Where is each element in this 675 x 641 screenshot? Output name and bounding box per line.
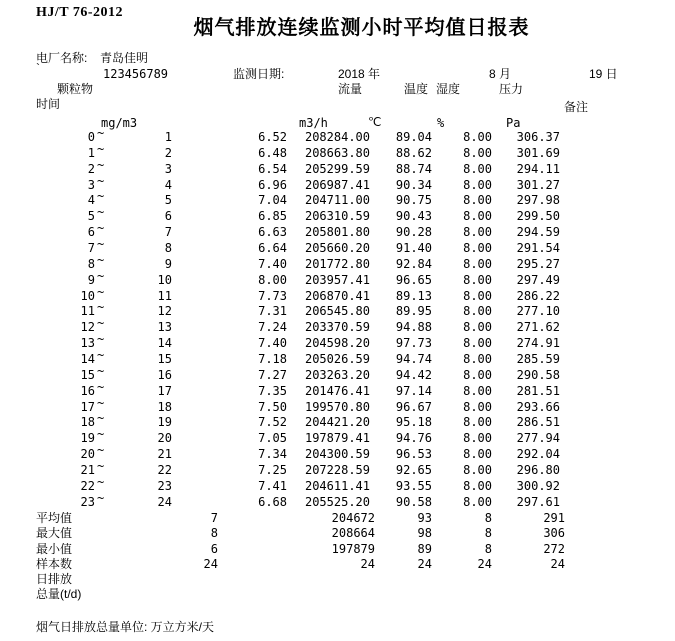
summary-value-cell: 24 [360, 556, 375, 571]
value-cell: 8.00 [463, 431, 492, 446]
summary-row-label: 平均值 [36, 511, 73, 525]
value-cell: 8.00 [463, 399, 492, 414]
value-cell: 206870.41 [304, 288, 370, 303]
value-cell: 88.74 [395, 161, 432, 176]
hour-start-cell: 18 [80, 415, 95, 430]
table-row [0, 490, 675, 512]
value-cell: 96.53 [395, 447, 432, 462]
value-cell: 97.73 [395, 336, 432, 351]
value-cell: 8.00 [463, 288, 492, 303]
value-cell: 8.00 [463, 177, 492, 192]
hour-start-cell: 15 [80, 367, 95, 382]
value-cell: 306.37 [516, 130, 560, 144]
value-cell: 208284.00 [304, 130, 370, 144]
value-cell: 6.52 [258, 130, 287, 144]
value-cell: 8.00 [463, 225, 492, 240]
value-cell: 90.34 [395, 177, 432, 192]
summary-row-label: 最小值 [36, 541, 73, 556]
hour-end-cell: 22 [157, 463, 172, 478]
value-cell: 297.98 [516, 193, 560, 208]
value-cell: 7.18 [258, 352, 287, 367]
summary-rows-body [0, 512, 675, 604]
value-cell: 286.22 [516, 288, 560, 303]
value-cell: 89.13 [395, 288, 432, 303]
tilde-separator: ~ [97, 474, 105, 489]
value-cell: 94.88 [395, 320, 432, 335]
value-cell: 94.74 [395, 352, 432, 367]
value-cell: 8.00 [463, 367, 492, 382]
value-cell: 8.00 [463, 145, 492, 160]
tilde-separator: ~ [97, 284, 105, 299]
value-cell: 8.00 [463, 447, 492, 462]
hour-start-cell: 10 [80, 288, 95, 303]
value-cell: 92.65 [395, 463, 432, 478]
monitor-date-label: 监测日期: [233, 67, 285, 81]
tilde-separator: ~ [97, 332, 105, 347]
value-cell: 205299.59 [304, 161, 370, 176]
value-cell: 7.24 [258, 320, 287, 335]
value-cell: 206987.41 [304, 177, 370, 192]
value-cell: 205660.20 [304, 241, 370, 256]
value-cell: 286.51 [516, 415, 560, 430]
hour-start-cell: 11 [80, 304, 95, 319]
hour-end-cell: 10 [157, 272, 172, 287]
value-cell: 201772.80 [304, 256, 370, 271]
summary-row [0, 527, 675, 542]
tilde-separator: ~ [97, 141, 105, 156]
value-cell: 90.75 [395, 193, 432, 208]
value-cell: 204421.20 [304, 415, 370, 430]
value-cell: 206310.59 [304, 209, 370, 224]
hour-start-cell: 6 [87, 225, 95, 240]
value-cell: 294.11 [516, 161, 560, 176]
plant-code: 123456789 [103, 67, 169, 81]
value-cell: 90.28 [395, 225, 432, 240]
summary-value-cell: 24 [417, 556, 432, 571]
summary-value-cell: 272 [543, 541, 565, 556]
value-cell: 8.00 [463, 241, 492, 256]
tilde-separator: ~ [97, 173, 105, 188]
value-cell: 8.00 [463, 161, 492, 176]
value-cell: 290.58 [516, 367, 560, 382]
summary-value-cell: 208664 [331, 526, 375, 541]
value-cell: 299.50 [516, 209, 560, 224]
value-cell: 8.00 [463, 209, 492, 224]
value-cell: 7.25 [258, 463, 287, 478]
column-header-humidity: 湿度 [436, 82, 461, 96]
value-cell: 6.63 [258, 225, 287, 240]
value-cell: 7.40 [258, 256, 287, 271]
summary-row-label: 最大值 [36, 526, 73, 541]
summary-row [0, 558, 675, 573]
hour-end-cell: 5 [164, 193, 172, 208]
tilde-separator: ~ [97, 395, 105, 410]
hour-end-cell: 3 [164, 161, 172, 176]
value-cell: 293.66 [516, 399, 560, 414]
tilde-separator: ~ [97, 411, 105, 426]
plant-mark: ` [36, 61, 40, 75]
value-cell: 271.62 [516, 320, 560, 335]
tilde-separator: ~ [97, 252, 105, 267]
tilde-separator: ~ [97, 443, 105, 458]
value-cell: 203263.20 [304, 367, 370, 382]
tilde-separator: ~ [97, 237, 105, 252]
value-cell: 6.96 [258, 177, 287, 192]
value-cell: 7.41 [258, 478, 287, 493]
hour-start-cell: 5 [87, 209, 95, 224]
hour-start-cell: 1 [87, 145, 95, 160]
unit-flow: m3/h [299, 116, 328, 130]
summary-value-cell: 93 [417, 511, 432, 525]
hour-end-cell: 1 [164, 130, 172, 144]
value-cell: 201476.41 [304, 383, 370, 398]
value-cell: 96.67 [395, 399, 432, 414]
unit-pressure: Pa [506, 116, 521, 130]
data-rows-body [0, 126, 675, 512]
hour-end-cell: 20 [157, 431, 172, 446]
value-cell: 8.00 [463, 304, 492, 319]
value-cell: 291.54 [516, 241, 560, 256]
hour-end-cell: 24 [157, 494, 172, 509]
value-cell: 205026.59 [304, 352, 370, 367]
value-cell: 203957.41 [304, 272, 370, 287]
value-cell: 8.00 [463, 193, 492, 208]
summary-value-cell: 204672 [331, 511, 375, 525]
value-cell: 7.27 [258, 367, 287, 382]
value-cell: 295.27 [516, 256, 560, 271]
hour-start-cell: 7 [87, 241, 95, 256]
value-cell: 204611.41 [304, 478, 370, 493]
value-cell: 281.51 [516, 383, 560, 398]
report-title: 烟气排放连续监测小时平均值日报表 [193, 17, 530, 39]
value-cell: 8.00 [463, 130, 492, 144]
value-cell: 91.40 [395, 241, 432, 256]
value-cell: 197879.41 [304, 431, 370, 446]
value-cell: 297.61 [516, 494, 560, 509]
value-cell: 8.00 [463, 256, 492, 271]
summary-value-cell: 8 [484, 511, 492, 525]
column-header-flow: 流量 [338, 82, 363, 96]
value-cell: 8.00 [463, 478, 492, 493]
hour-end-cell: 11 [157, 288, 172, 303]
value-cell: 301.27 [516, 177, 560, 192]
value-cell: 94.76 [395, 431, 432, 446]
hour-end-cell: 21 [157, 447, 172, 462]
plant-name-label: 电厂名称: [36, 51, 88, 65]
value-cell: 6.68 [258, 494, 287, 509]
value-cell: 204711.00 [304, 193, 370, 208]
value-cell: 7.04 [258, 193, 287, 208]
monitor-date-year: 2018 年 [338, 67, 381, 81]
hour-start-cell: 12 [80, 320, 95, 335]
hour-start-cell: 0 [87, 130, 95, 144]
summary-value-cell: 197879 [331, 541, 375, 556]
monitor-date-day: 19 日 [589, 67, 618, 81]
hour-end-cell: 17 [157, 383, 172, 398]
hour-start-cell: 21 [80, 463, 95, 478]
hour-start-cell: 14 [80, 352, 95, 367]
monitor-date-month: 8 月 [489, 67, 512, 81]
value-cell: 8.00 [463, 352, 492, 367]
value-cell: 7.52 [258, 415, 287, 430]
tilde-separator: ~ [97, 126, 105, 140]
value-cell: 97.14 [395, 383, 432, 398]
hour-start-cell: 17 [80, 399, 95, 414]
value-cell: 300.92 [516, 478, 560, 493]
tilde-separator: ~ [97, 300, 105, 315]
hour-start-cell: 16 [80, 383, 95, 398]
value-cell: 6.64 [258, 241, 287, 256]
summary-row [0, 543, 675, 558]
value-cell: 8.00 [463, 383, 492, 398]
summary-value-cell: 8 [210, 526, 218, 541]
unit-particulate: mg/m3 [101, 116, 138, 130]
value-cell: 95.18 [395, 415, 432, 430]
value-cell: 277.10 [516, 304, 560, 319]
value-cell: 94.42 [395, 367, 432, 382]
value-cell: 199570.80 [304, 399, 370, 414]
value-cell: 89.95 [395, 304, 432, 319]
value-cell: 204300.59 [304, 447, 370, 462]
hour-start-cell: 3 [87, 177, 95, 192]
summary-row [0, 573, 675, 588]
value-cell: 297.49 [516, 272, 560, 287]
value-cell: 7.73 [258, 288, 287, 303]
value-cell: 208663.80 [304, 145, 370, 160]
value-cell: 203370.59 [304, 320, 370, 335]
value-cell: 205801.80 [304, 225, 370, 240]
value-cell: 90.43 [395, 209, 432, 224]
value-cell: 205525.20 [304, 494, 370, 509]
column-header-particulate: 颗粒物 [57, 82, 94, 96]
summary-value-cell: 98 [417, 526, 432, 541]
value-cell: 92.84 [395, 256, 432, 271]
hour-end-cell: 7 [164, 225, 172, 240]
value-cell: 204598.20 [304, 336, 370, 351]
tilde-separator: ~ [97, 221, 105, 236]
summary-value-cell: 6 [210, 541, 218, 556]
tilde-separator: ~ [97, 459, 105, 474]
value-cell: 88.62 [395, 145, 432, 160]
value-cell: 207228.59 [304, 463, 370, 478]
tilde-separator: ~ [97, 427, 105, 442]
summary-row-label: 总量(t/d) [36, 587, 82, 602]
unit-humidity: % [437, 116, 445, 130]
tilde-separator: ~ [97, 379, 105, 394]
value-cell: 7.34 [258, 447, 287, 462]
value-cell: 6.48 [258, 145, 287, 160]
footer-unit-note: 烟气日排放总量单位: 万立方米/天 [36, 620, 215, 634]
hour-end-cell: 2 [164, 145, 172, 160]
value-cell: 8.00 [463, 320, 492, 335]
value-cell: 8.00 [463, 415, 492, 430]
hour-start-cell: 9 [87, 272, 95, 287]
hour-start-cell: 19 [80, 431, 95, 446]
value-cell: 7.50 [258, 399, 287, 414]
summary-value-cell: 7 [210, 511, 218, 525]
value-cell: 274.91 [516, 336, 560, 351]
hour-start-cell: 13 [80, 336, 95, 351]
summary-value-cell: 8 [484, 526, 492, 541]
value-cell: 89.04 [395, 130, 432, 144]
hour-end-cell: 6 [164, 209, 172, 224]
summary-value-cell: 291 [543, 511, 565, 525]
unit-temperature: ℃ [368, 115, 382, 129]
hour-end-cell: 16 [157, 367, 172, 382]
value-cell: 8.00 [463, 463, 492, 478]
summary-row-label: 日排放 [36, 572, 73, 587]
value-cell: 7.40 [258, 336, 287, 351]
summary-value-cell: 24 [477, 556, 492, 571]
value-cell: 7.05 [258, 431, 287, 446]
column-header-pressure: 压力 [499, 82, 524, 96]
hour-end-cell: 15 [157, 352, 172, 367]
hour-end-cell: 8 [164, 241, 172, 256]
hour-end-cell: 18 [157, 399, 172, 414]
standard-code: HJ/T 76-2012 [36, 5, 124, 20]
value-cell: 6.54 [258, 161, 287, 176]
hour-end-cell: 4 [164, 177, 172, 192]
hour-start-cell: 2 [87, 161, 95, 176]
tilde-separator: ~ [97, 490, 105, 505]
value-cell: 8.00 [258, 272, 287, 287]
hour-end-cell: 13 [157, 320, 172, 335]
tilde-separator: ~ [97, 189, 105, 204]
column-header-remark: 备注 [564, 100, 589, 114]
tilde-separator: ~ [97, 363, 105, 378]
page-edge-artifact: … [618, 634, 629, 641]
tilde-separator: ~ [97, 157, 105, 172]
tilde-separator: ~ [97, 268, 105, 283]
hour-start-cell: 8 [87, 256, 95, 271]
tilde-separator: ~ [97, 316, 105, 331]
value-cell: 206545.80 [304, 304, 370, 319]
hour-start-cell: 23 [80, 494, 95, 509]
value-cell: 96.65 [395, 272, 432, 287]
column-header-temperature: 温度 [404, 82, 429, 96]
value-cell: 285.59 [516, 352, 560, 367]
value-cell: 296.80 [516, 463, 560, 478]
summary-value-cell: 8 [484, 541, 492, 556]
value-cell: 8.00 [463, 336, 492, 351]
hour-start-cell: 22 [80, 478, 95, 493]
hour-end-cell: 14 [157, 336, 172, 351]
value-cell: 8.00 [463, 272, 492, 287]
summary-value-cell: 24 [203, 556, 218, 571]
value-cell: 277.94 [516, 431, 560, 446]
summary-value-cell: 306 [543, 526, 565, 541]
hour-start-cell: 4 [87, 193, 95, 208]
value-cell: 90.58 [395, 494, 432, 509]
value-cell: 292.04 [516, 447, 560, 462]
value-cell: 93.55 [395, 478, 432, 493]
summary-row [0, 588, 675, 603]
hour-start-cell: 20 [80, 447, 95, 462]
value-cell: 8.00 [463, 494, 492, 509]
value-cell: 294.59 [516, 225, 560, 240]
summary-row [0, 512, 675, 527]
tilde-separator: ~ [97, 348, 105, 363]
hour-end-cell: 9 [164, 256, 172, 271]
value-cell: 7.35 [258, 383, 287, 398]
summary-row-label: 样本数 [36, 556, 73, 571]
hour-end-cell: 12 [157, 304, 172, 319]
tilde-separator: ~ [97, 205, 105, 220]
summary-value-cell: 24 [550, 556, 565, 571]
summary-value-cell: 89 [417, 541, 432, 556]
column-header-time: 时间 [36, 97, 61, 111]
plant-name-value: 青岛佳明 [100, 51, 149, 65]
hour-end-cell: 19 [157, 415, 172, 430]
value-cell: 7.31 [258, 304, 287, 319]
value-cell: 301.69 [516, 145, 560, 160]
value-cell: 6.85 [258, 209, 287, 224]
hour-end-cell: 23 [157, 478, 172, 493]
